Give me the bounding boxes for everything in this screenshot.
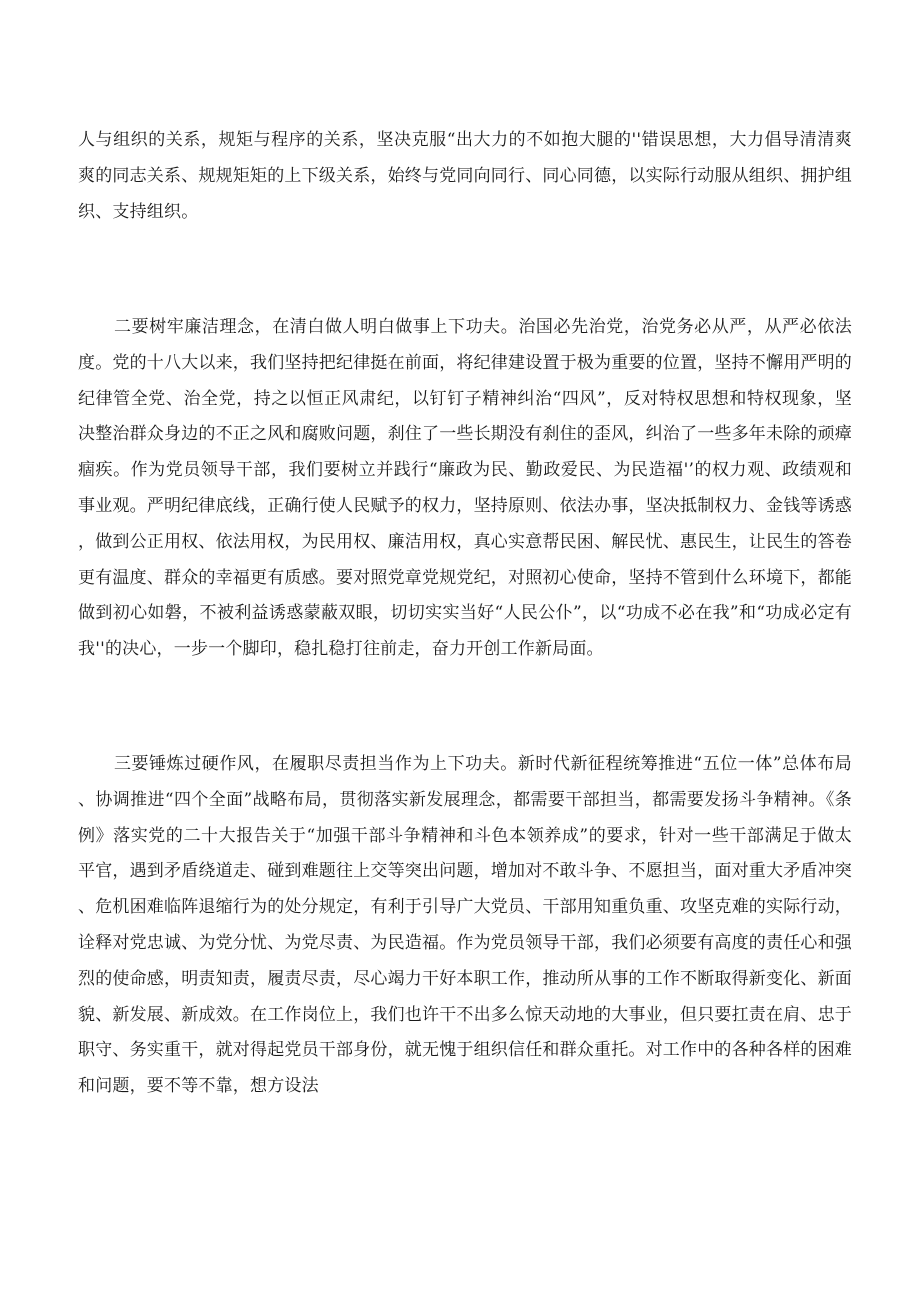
paragraph-integrity: 二要树牢廉洁理念，在清白做人明白做事上下功夫。治国必先治党，治党务必从严，从严必依法度。党的十八大以来，我们坚持把纪律挺在前面，将纪律建设置于极为重要的位置，坚持不懈用严明的纪律管全党、治全党，持之以恒正风肃纪，以钉钉子精神纠治“四风”，反对特权思想和特权现象，坚决整治群众身边的不正之风和腐败问题，刹住了一些长期没有刹住的歪风，纠治了一些多年未除的顽瘴痼疾。作为党员领导干部，我们要树立并践行“廉政为民、勤政爱民、为民造福'’的权力观、政绩观和事业观。严明纪律底线，正确行使人民赋予的权力，坚持原则、依法办事，坚决抵制权力、金钱等诱惑，做到公正用权、依法用权，为民用权、廉洁用权，真心实意帮民困、解民忧、惠民生，让民生的答卷更有温度、群众的幸福更有质感。要对照党章党规党纪，对照初心使命，坚持不管到什么环境下，都能做到初心如磐，不被利益诱惑蒙蔽双眼，切切实实当好“人民公仆”，以“功成不必在我”和“功成必定有我''的决心，一步一个脚印，稳扎稳打往前走，奋力开创工作新局面。 xyxy=(78,317,852,660)
paragraph-work-style: 三要锤炼过硬作风，在履职尽责担当作为上下功夫。新时代新征程统筹推进“五位一体”总体布局、协调推进“四个全面”战略布局，贯彻落实新发展理念，都需要干部担当，都需要发扬斗争精神。《条例》落实党的二十大报告关于“加强干部斗争精神和斗色本领养成”的要求，针对一些干部满足于做太平官，遇到矛盾绕道走、碰到难题往上交等突出问题，增加对不敢斗争、不愿担当，面对重大矛盾冲突、危机困难临阵退缩行为的处分规定，有利于引导广大党员、干部用知重负重、攻坚克难的实际行动，诠释对党忠诚、为党分忧、为党尽责、为民造福。作为党员领导干部，我们必须要有高度的责任心和强烈的使命感，明责知责，履责尽责，尽心竭力干好本职工作，推动所从事的工作不断取得新变化、新面貌、新发展、新成效。在工作岗位上，我们也许干不出多么惊天动地的大事业，但只要扛责在肩、忠于职守、务实重干，就对得起党员干部身份，就无愧于组织信任和群众重托。对工作中的各种各样的困难和问题，要不等不靠，想方设法 xyxy=(78,754,852,1097)
paragraph-continuation: 人与组织的关系，规矩与程序的关系，坚决克服“出大力的不如抱大腿的''错误思想，大力倡导清清爽爽的同志关系、规规矩矩的上下级关系，始终与党同向同行、同心同德，以实际行动服从组织、拥护组织、支持组织。 xyxy=(78,130,852,222)
